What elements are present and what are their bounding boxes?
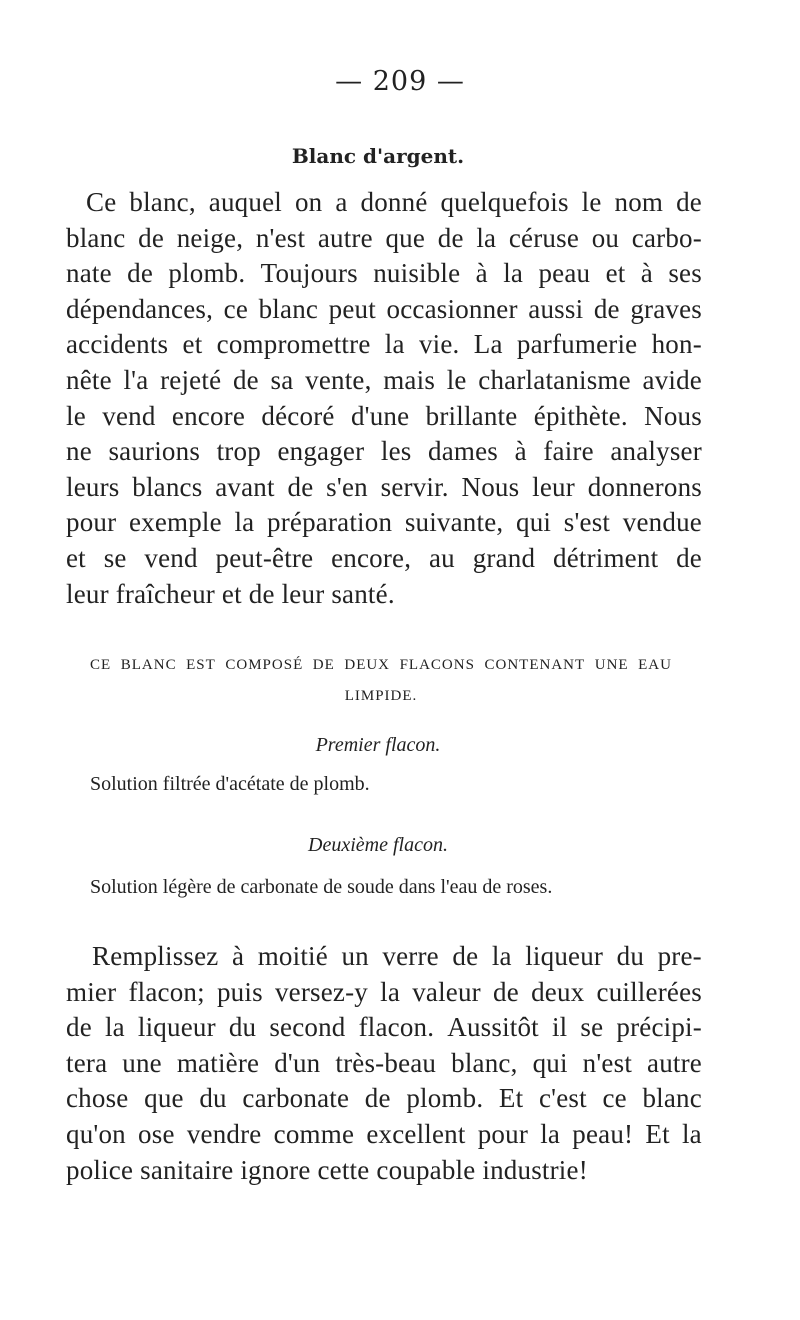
- word: qui: [532, 1047, 568, 1078]
- word: précipi-: [616, 1012, 702, 1043]
- word: c'est: [538, 1083, 587, 1114]
- flacon-1-text: Solution filtrée d'acétate de plomb.: [90, 773, 370, 795]
- paragraph-line: [66, 470, 702, 506]
- word: saurions: [108, 436, 201, 467]
- word: le: [446, 364, 467, 395]
- word: préparation: [267, 507, 393, 538]
- paragraph-line: [66, 541, 702, 577]
- word: d'un: [274, 1047, 321, 1078]
- word: moitié: [257, 941, 328, 971]
- word: et: [605, 258, 626, 289]
- word: analyser: [610, 436, 702, 467]
- word: avide: [642, 364, 702, 395]
- paragraph-2: [66, 939, 702, 1188]
- word: du: [199, 1083, 227, 1114]
- word: La: [473, 329, 503, 360]
- word: de: [676, 187, 702, 217]
- word: de: [232, 364, 259, 395]
- word: ose: [138, 1118, 175, 1149]
- word: sa: [270, 364, 294, 395]
- word: quelquefois: [440, 187, 569, 217]
- word: occasionner: [386, 293, 518, 324]
- word: vente,: [305, 364, 372, 395]
- word: industrie!: [482, 1154, 588, 1185]
- word: la: [476, 222, 497, 253]
- paragraph-1: [66, 185, 702, 612]
- word: Remplissez: [92, 941, 219, 971]
- word: à: [232, 941, 245, 971]
- word: pour: [66, 507, 117, 538]
- word: nate: [66, 258, 112, 289]
- word: sanitaire: [140, 1154, 241, 1185]
- paragraph-line: [66, 939, 702, 975]
- word: faire: [543, 436, 594, 467]
- word: vie.: [418, 329, 460, 360]
- word: FLACONS: [399, 657, 475, 673]
- word: plomb.: [168, 258, 246, 289]
- word: vend: [102, 400, 156, 431]
- word: exemple: [128, 507, 222, 538]
- word: blanc: [66, 222, 126, 253]
- word: nête: [66, 364, 112, 395]
- word: ignore: [240, 1154, 318, 1185]
- word: se: [103, 542, 127, 573]
- word: du: [616, 941, 645, 971]
- word: autre: [317, 222, 373, 253]
- word: l'a: [123, 364, 149, 395]
- word: engager: [277, 436, 365, 467]
- word: neige,: [176, 222, 244, 253]
- word: s'en: [326, 471, 368, 502]
- word: valeur: [412, 976, 481, 1007]
- word: peau: [538, 258, 591, 289]
- word: de: [676, 542, 702, 573]
- word: vendre: [186, 1118, 262, 1149]
- word: de: [127, 258, 154, 289]
- word: grand: [472, 542, 536, 573]
- word: DE: [312, 657, 335, 673]
- word: blanc: [642, 1083, 702, 1114]
- word: Et: [498, 1083, 524, 1114]
- word: décoré: [261, 400, 335, 431]
- word: donnerons: [587, 471, 702, 502]
- word: les: [380, 436, 412, 467]
- word: Ce: [86, 187, 117, 217]
- word: EAU: [638, 657, 672, 673]
- word: ce: [223, 293, 249, 324]
- word: leur: [281, 578, 332, 609]
- word: carbo-: [631, 222, 702, 253]
- word: verre: [382, 941, 439, 971]
- word: EST: [186, 657, 216, 673]
- paragraph-line: [66, 363, 702, 399]
- paragraph-line: [66, 399, 702, 435]
- word: la: [540, 1118, 561, 1149]
- word: Aussitôt: [447, 1012, 539, 1043]
- word: encore: [171, 400, 246, 431]
- word: la: [491, 941, 512, 971]
- word: n'est: [582, 1047, 633, 1078]
- paragraph-line: [66, 1081, 702, 1117]
- word: servir.: [380, 471, 449, 502]
- word: avant: [215, 471, 275, 502]
- word: ne: [66, 436, 92, 467]
- word: Nous: [461, 471, 520, 502]
- word: la: [104, 1012, 125, 1043]
- paragraph-line: [66, 256, 702, 292]
- word: d'une: [350, 400, 410, 431]
- word: leur: [66, 578, 116, 609]
- word: dépendances,: [66, 293, 214, 324]
- word: donné: [360, 187, 428, 217]
- word: police: [66, 1154, 141, 1185]
- word: brillante: [425, 400, 518, 431]
- paragraph-line: [66, 1117, 702, 1153]
- word: ses: [668, 258, 702, 289]
- word: à: [475, 258, 488, 289]
- section-title: Blanc d'argent.: [291, 144, 465, 168]
- word: a: [335, 187, 348, 217]
- word: une: [122, 1047, 162, 1078]
- paragraph-line: [66, 505, 702, 541]
- word: blanc,: [451, 1047, 518, 1078]
- paragraph-line: [66, 434, 702, 470]
- word: pre-: [657, 941, 702, 971]
- word: la: [234, 507, 255, 538]
- word: ce: [602, 1083, 627, 1114]
- word: de: [66, 1012, 92, 1043]
- word: graves: [630, 293, 702, 324]
- word: accidents: [66, 329, 169, 360]
- word: plomb.: [406, 1083, 484, 1114]
- word: à: [514, 436, 527, 467]
- word: à: [640, 258, 653, 289]
- word: DEUX: [344, 657, 391, 673]
- word: et: [66, 542, 86, 573]
- caption-line: [90, 650, 672, 681]
- word: du: [228, 1012, 257, 1043]
- word: la: [380, 976, 401, 1007]
- word: de: [248, 578, 282, 609]
- word: encore,: [331, 542, 412, 573]
- word: et: [221, 578, 249, 609]
- word: rejeté: [160, 364, 222, 395]
- word: s'est: [563, 507, 611, 538]
- word: de: [138, 222, 165, 253]
- flacon-1-heading: Premier flacon.: [315, 734, 441, 756]
- word: BLANC: [120, 657, 177, 673]
- word: chose: [66, 1083, 129, 1114]
- word: fraîcheur: [115, 578, 222, 609]
- word: deux: [531, 976, 585, 1007]
- word: mier: [66, 976, 117, 1007]
- word: nuisible: [373, 258, 461, 289]
- word: détriment: [553, 542, 659, 573]
- word: qu'on: [66, 1118, 126, 1149]
- word: matière: [176, 1047, 260, 1078]
- word: que: [385, 222, 426, 253]
- word: très-beau: [335, 1047, 437, 1078]
- paragraph-line: [66, 577, 702, 613]
- paragraph-line: [66, 1153, 702, 1189]
- paragraph-line: [66, 975, 702, 1011]
- paragraph-line: [66, 221, 702, 257]
- flacon-2-heading: Deuxième flacon.: [308, 834, 448, 856]
- word: un: [341, 941, 369, 971]
- word: pour: [477, 1118, 529, 1149]
- word: flacon;: [128, 976, 205, 1007]
- word: la: [503, 258, 524, 289]
- paragraph-line: [66, 1010, 702, 1046]
- word: de: [493, 976, 519, 1007]
- word: ou: [591, 222, 620, 253]
- word: liqueur: [137, 1012, 216, 1043]
- word: de: [364, 1083, 391, 1114]
- word: épithète.: [533, 400, 628, 431]
- word: il: [551, 1012, 568, 1043]
- word: Toujours: [260, 258, 358, 289]
- paragraph-line: [66, 327, 702, 363]
- word: trop: [216, 436, 261, 467]
- word: de: [452, 941, 479, 971]
- word: second: [269, 1012, 346, 1043]
- word: blanc,: [129, 187, 196, 217]
- page-number: — 209 —: [335, 66, 465, 97]
- word: comme: [273, 1118, 355, 1149]
- word: le: [581, 187, 602, 217]
- caption-line: LIMPIDE.: [344, 688, 418, 704]
- word: UNE: [594, 657, 629, 673]
- word: de: [437, 222, 464, 253]
- paragraph-line: [66, 185, 702, 221]
- word: la: [384, 329, 405, 360]
- word: qui: [516, 507, 552, 538]
- word: coupable: [376, 1154, 483, 1185]
- word: blanc: [258, 293, 319, 324]
- word: compromettre: [216, 329, 371, 360]
- word: Et: [645, 1118, 670, 1149]
- word: aussi: [528, 293, 584, 324]
- word: peau!: [572, 1118, 634, 1149]
- word: Nous: [644, 400, 702, 431]
- word: peut: [328, 293, 376, 324]
- recipe-caption: [90, 650, 672, 712]
- word: au: [429, 542, 455, 573]
- word: charlatanisme: [478, 364, 631, 395]
- word: santé.: [331, 578, 395, 609]
- word: CE: [90, 657, 112, 673]
- word: liqueur: [525, 941, 604, 971]
- word: peut-être: [215, 542, 314, 573]
- word: suivante,: [404, 507, 504, 538]
- word: blancs: [132, 471, 203, 502]
- word: de: [593, 293, 620, 324]
- word: auquel: [208, 187, 282, 217]
- word: cuillerées: [596, 976, 702, 1007]
- word: leur: [532, 471, 575, 502]
- word: hon-: [651, 329, 702, 360]
- word: COMPOSÉ: [225, 657, 304, 673]
- word: leurs: [66, 471, 120, 502]
- word: vendue: [622, 507, 702, 538]
- word: puis: [216, 976, 263, 1007]
- word: dames: [428, 436, 499, 467]
- word: flacon.: [358, 1012, 435, 1043]
- word: et: [182, 329, 203, 360]
- word: nom: [614, 187, 664, 217]
- word: excellent: [366, 1118, 466, 1149]
- word: on: [294, 187, 323, 217]
- word: céruse: [508, 222, 580, 253]
- word: parfumerie: [516, 329, 638, 360]
- word: versez-y: [274, 976, 368, 1007]
- word: la: [681, 1118, 702, 1149]
- flacon-2-text: Solution légère de carbonate de soude dans l'eau de roses.: [90, 876, 553, 898]
- word: carbonate: [242, 1083, 350, 1114]
- word: vend: [144, 542, 198, 573]
- word: mais: [383, 364, 436, 395]
- paragraph-line: [66, 292, 702, 328]
- word: CONTENANT: [484, 657, 586, 673]
- word: n'est: [255, 222, 306, 253]
- word: se: [580, 1012, 604, 1043]
- word: le: [66, 400, 86, 431]
- word: tera: [66, 1047, 108, 1078]
- word: que: [144, 1083, 184, 1114]
- paragraph-line: [66, 1046, 702, 1082]
- word: de: [287, 471, 314, 502]
- word: autre: [647, 1047, 702, 1078]
- word: cette: [317, 1154, 377, 1185]
